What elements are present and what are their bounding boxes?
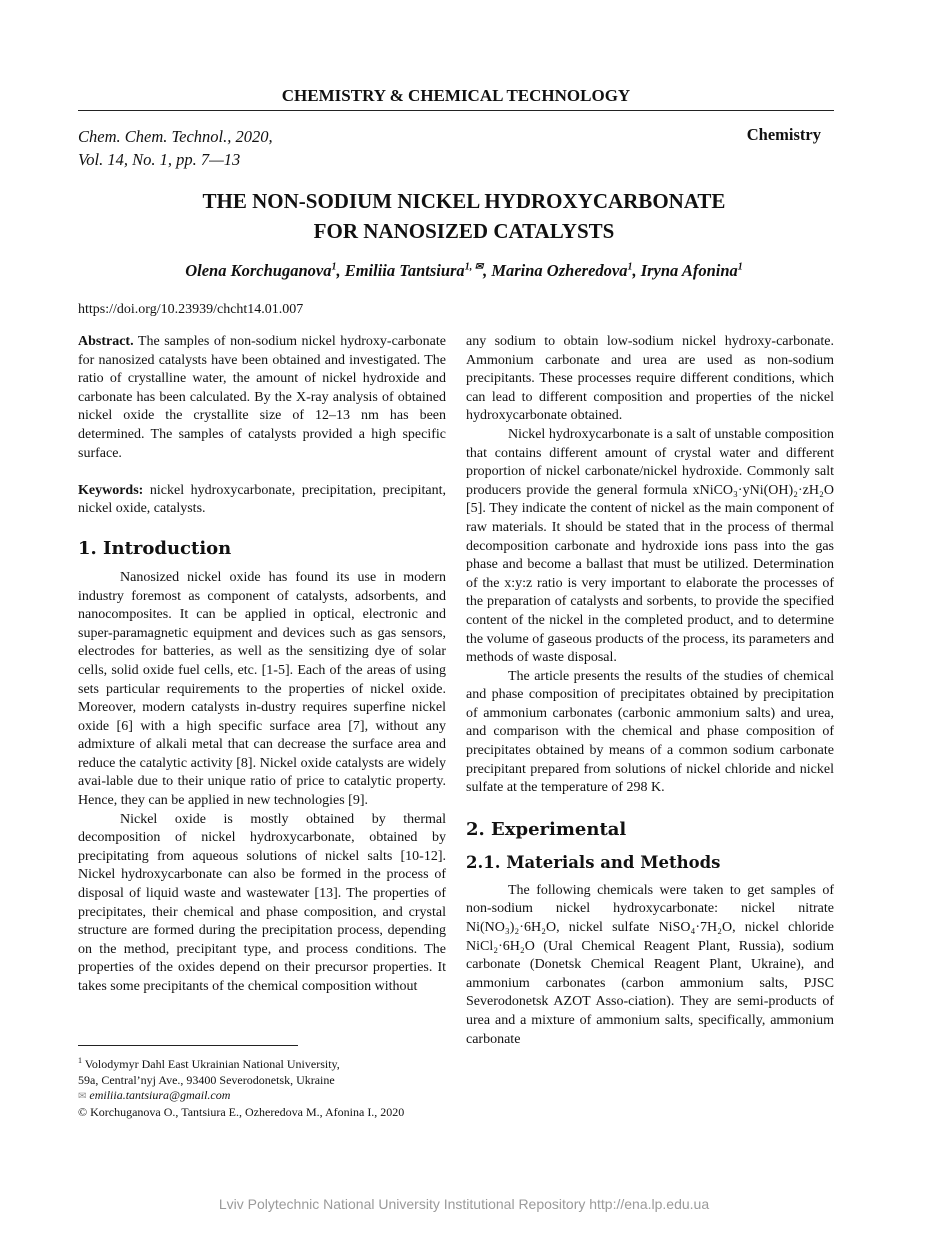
author-name: Marina Ozheredova [491, 261, 628, 280]
affiliation-line-1 [78, 1053, 458, 1073]
citation-line-2: Vol. 14, No. 1, pp. 7—13 [78, 150, 241, 169]
citation-line-1: Chem. Chem. Technol., 2020, [78, 127, 273, 146]
affil-sup: 1 [78, 1056, 82, 1065]
author-list: Olena Korchuganova$^1$, Emiliia Tantsiura$^{1, ✉}$, Marina Ozheredova$^1$, Iryna Afonina$^1$ [185, 261, 743, 280]
author-name: Iryna Afonina [640, 261, 738, 280]
keywords-text: nickel hydroxycarbonate, precipitation, precipitant, nickel oxide, catalysts. [78, 482, 447, 517]
abstract-label: Abstract. [78, 334, 134, 349]
abstract [78, 333, 446, 463]
right-column [466, 333, 834, 1049]
title-line-2: FOR NANOSIZED CATALYSTS [313, 219, 615, 243]
envelope-icon: ✉ [78, 1091, 87, 1102]
intro-paragraph-2: Nickel oxide is mostly obtained by thermal decomposition of nickel hydroxycarbonate, obtained by precipitating from aqueous solutions of nickel salts [10-12]. Nickel hydroxycarbonate can also be formed in the process of disposal of liquid waste and wastewater [13]. The properties of precipitates, their chemical and phase composition, and crystal structure are formed during the precipitation process, depending on the method, precipitant type, and process conditions. The properties of the oxides depend on their precursor properties. It takes some precipitants of the chemical composition without [78, 811, 446, 994]
intro-paragraph-1: Nanosized nickel oxide has found its use in modern industry foremost as component of catalysts, adsorbents, and nanocomposites. It can be applied in optical, electronic and super-paramagnetic equipment and devices such as gas sensors, electrodes for batteries, as well as the sensitizing dye of solar cells, solid oxide fuel cells, etc. [1-5]. Each of the areas of using sets particular requirements to the properties of nickel oxide. Moreover, modern catalysts in-dustry requires superfine nickel oxide [6] with a high specific surface area [7], without any admixture of alkali metal that can decrease the surface area and reduce the catalytic activity [8]. Nickel oxide catalysts are widely avai-lable due to their unique ratio of price to catalytic property. Hence, they can be applied in new technologies [9]. [78, 569, 446, 809]
email-link[interactable]: emiliia.tantsiura@gmail.com [89, 1088, 231, 1102]
paper-title [78, 186, 850, 246]
title-line-1: THE NON-SODIUM NICKEL HYDROXYCARBONATE [202, 189, 726, 213]
introduction-heading: 1. Introduction [78, 537, 232, 559]
experimental-paragraph-1: The following chemicals were taken to get samples of non-sodium nickel hydroxycarbonate: nickel nitrate Ni(NO₃)₂·6H₂O, nickel sulfate NiSO₄·7H₂O, nickel chloride NiCl₂·6H₂O (Ural Chemical Reagent Plant, Russia), sodium carbonate (Donetsk Chemical Reagent Plant, Ukraine), and ammonium carbonates (carbon ammonium salts, PJSC Severodonetsk AZOT Asso-ciation). They are semi-products of urea and a mixture of ammonium salts, specifically, ammonium carbonate [466, 882, 834, 1047]
keywords [78, 482, 446, 519]
footnote-divider [78, 1045, 298, 1046]
author-affil: 1 [627, 261, 633, 273]
affiliation-line-2: 59a, Central’nyj Ave., 93400 Severodonetsk, Ukraine [78, 1072, 335, 1087]
journal-header: CHEMISTRY & CHEMICAL TECHNOLOGY [78, 86, 834, 111]
intro-paragraph-5: The article presents the results of the studies of chemical and phase composition of precipitates obtained by precipitation of ammonium carbonates (carbonic ammonium salts) and urea, and comparison with the chemical and phase composition of precipitates obtained by means of a common sodium carbonate precipitant prepared from solutions of nickel chloride and nickel sulfate at the temperature of 298 K. [466, 668, 834, 796]
email-line [78, 1088, 458, 1105]
copyright: © Korchuganova O., Tantsiura E., Ozheredova M., Afonina I., 2020 [78, 1104, 405, 1119]
intro-paragraph-3: any sodium to obtain low-sodium nickel hydroxy-carbonate. Ammonium carbonate and urea are used as non-sodium precipitants. These processes require different conditions, which can lead to different composition and properties of the nickel hydroxycarbonate obtained. [466, 334, 834, 424]
doi-link[interactable]: https://doi.org/10.23939/chcht14.01.007 [78, 302, 304, 317]
author-affil: 1, ✉ [464, 261, 484, 273]
experimental-heading: 2. Experimental [466, 818, 627, 840]
footnotes [78, 1053, 458, 1120]
author-name: Emiliia Tantsiura [344, 261, 465, 280]
intro-paragraph-4: Nickel hydroxycarbonate is a salt of unstable composition that contains different amount of crystal water and different proportion of nickel carbonate/nickel hydroxide. Commonly salt producers provide the general formula xNiCO₃·yNi(OH)₂·zH₂O [5]. They indicate the content of nickel as the main component of raw materials. It should be stated that in the process of thermal decomposition carbonate and hydroxide ions pass into the gas phase and become a ballast that must be utilized. Determination of the x:y:z ratio is very important to elaborate the processes of the preparation of catalysts and sorbents, to provide the specified content of the nickel in the completed product, and to determine the volume of gaseous products of the process, its parameters and methods of waste disposal. [466, 426, 834, 666]
affiliation-text: Volodymyr Dahl East Ukrainian National University, [84, 1057, 340, 1071]
repository-watermark: Lviv Polytechnic National University Institutional Repository http://ena.lp.edu.ua [218, 1196, 710, 1212]
author-affil: 1 [737, 261, 743, 273]
author-affil: 1 [331, 261, 337, 273]
keywords-label: Keywords: [78, 482, 144, 498]
left-column [78, 333, 446, 997]
author-name: Olena Korchuganova [185, 261, 332, 280]
abstract-text: The samples of non-sodium nickel hydroxy-carbonate for nanosized catalysts have been obtained and investigated. The ratio of crystalline water, the amount of nickel hydroxide and carbonate has been calculated. By the X-ray analysis of obtained nickel oxide the crystallite size of 12–13 nm has been determined. The samples of catalysts provided a high specific surface. [78, 334, 446, 461]
section-tag: Chemistry [746, 125, 821, 144]
materials-methods-heading: 2.1. Materials and Methods [466, 852, 721, 872]
citation [78, 125, 273, 171]
